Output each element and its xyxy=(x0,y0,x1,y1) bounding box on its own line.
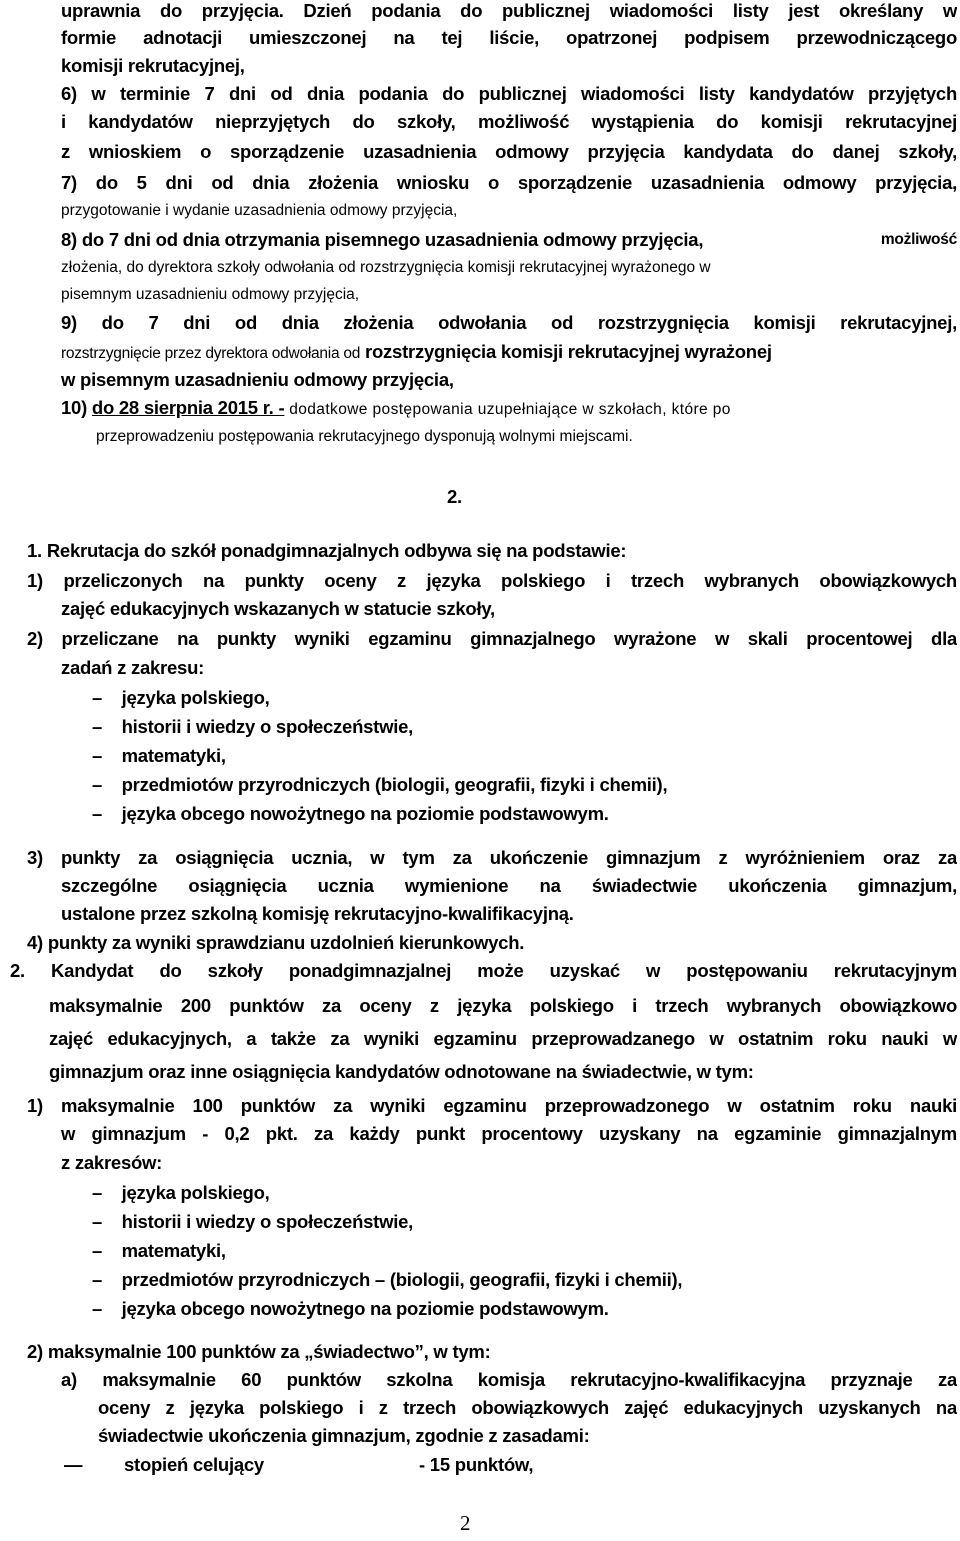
paragraph-1-item-3-cont: ustalone przez szkolną komisję rekrutacyjno-kwalifikacyjną. xyxy=(61,903,574,924)
paragraph-1-item-2: 2) przeliczane na punkty wyniki egzaminu gimnazjalnego wyrażone w skali procentowej dla xyxy=(27,628,957,649)
grade-dash: — xyxy=(64,1454,83,1475)
paragraph-2-item-1-cont: w gimnazjum - 0,2 pkt. za każdy punkt procentowy uzyskany na egzaminie gimnazjalnym xyxy=(61,1123,957,1144)
list-item-8-normal: możliwość xyxy=(880,231,957,248)
list-item-10-number: 10) xyxy=(61,397,87,418)
paragraph-2-item-1-cont: z zakresów: xyxy=(61,1152,163,1173)
paragraph-1-item-4: 4) punkty za wyniki sprawdzianu uzdolnień kierunkowych. xyxy=(27,932,525,953)
paragraph-1-heading: 1. Rekrutacja do szkół ponadgimnazjalnych odbywa się na podstawie: xyxy=(27,540,627,561)
list-item-8 xyxy=(61,226,957,253)
paragraph-1-item-3-cont: szczególne osiągnięcia ucznia wymienione na świadectwie ukończenia gimnazjum, xyxy=(61,875,957,896)
list-item-9-cont xyxy=(61,338,957,367)
grade-points: - 15 punktów, xyxy=(419,1454,534,1475)
paragraph-2-item-2a-cont: świadectwie ukończenia gimnazjum, zgodnie z zasadami: xyxy=(98,1425,590,1446)
list-item-6-cont: i kandydatów nieprzyjętych do szkoły, możliwość wystąpienia do komisji rekrutacyjnej xyxy=(61,111,957,132)
list-item: – przedmiotów przyrodniczych (biologii, geografii, fizyki i chemii), xyxy=(92,774,668,795)
paragraph-2-item-1: 1) maksymalnie 100 punktów za wyniki egzaminu przeprowadzonego w ostatnim roku nauki xyxy=(27,1095,957,1116)
page-number: 2 xyxy=(460,1511,471,1535)
list-item-6: 6) w terminie 7 dni od dnia podania do publicznej wiadomości listy kandydatów przyjętych xyxy=(61,83,957,104)
paragraph-2-line: gimnazjum oraz inne osiągnięcia kandydatów odnotowane na świadectwie, w tym: xyxy=(49,1061,754,1082)
list-item-10-cont: przeprowadzeniu postępowania rekrutacyjnego dysponują wolnymi miejscami. xyxy=(96,428,633,445)
list-item: – języka obcego nowożytnego na poziomie podstawowym. xyxy=(92,1298,609,1319)
paragraph-1-item-2-cont: zadań z zakresu: xyxy=(61,657,205,678)
paragraph-2-line: maksymalnie 200 punktów za oceny z języka polskiego i trzech wybranych obowiązkowo xyxy=(49,995,957,1016)
list-item: – języka obcego nowożytnego na poziomie podstawowym. xyxy=(92,803,609,824)
grade-name: stopień celujący xyxy=(124,1454,264,1475)
paragraph-1-item-1-cont: zajęć edukacyjnych wskazanych w statucie szkoły, xyxy=(61,598,495,619)
paragraph-1-item-3: 3) punkty za osiągnięcia ucznia, w tym za ukończenie gimnazjum z wyróżnieniem oraz za xyxy=(27,847,957,868)
list-item-9-bold: rozstrzygnięcia komisji rekrutacyjnej wyrażonej xyxy=(365,341,772,362)
list-item-8-cont: złożenia, do dyrektora szkoły odwołania od rozstrzygnięcia komisji rekrutacyjnej wyrażonego w xyxy=(61,259,711,276)
list-item-10-text: dodatkowe postępowania uzupełniające w szkołach, które po xyxy=(289,401,731,418)
list-item: – historii i wiedzy o społeczeństwie, xyxy=(92,1211,414,1232)
list-item: – języka polskiego, xyxy=(92,1182,270,1203)
paragraph-1-item-1: 1) przeliczonych na punkty oceny z języka polskiego i trzech wybranych obowiązkowych xyxy=(27,570,957,591)
paragraph-line: uprawnia do przyjęcia. Dzień podania do publicznej wiadomości listy jest określany w xyxy=(61,0,957,21)
paragraph-2-item-2a-cont: oceny z języka polskiego i z trzech obowiązkowych zajęć edukacyjnych uzyskanych na xyxy=(98,1397,957,1418)
list-item-10 xyxy=(61,394,957,423)
list-item-7: 7) do 5 dni od dnia złożenia wniosku o sporządzenie uzasadnienia odmowy przyjęcia, xyxy=(61,172,957,193)
paragraph-line: formie adnotacji umieszczonej na tej liście, opatrzonej podpisem przewodniczącego xyxy=(61,27,957,48)
section-number: 2. xyxy=(447,486,462,507)
list-item-7-cont: przygotowanie i wydanie uzasadnienia odmowy przyjęcia, xyxy=(61,202,458,219)
list-item: – matematyki, xyxy=(92,1240,226,1261)
list-item: – przedmiotów przyrodniczych – (biologii, geografii, fizyki i chemii), xyxy=(92,1269,683,1290)
paragraph-2-item-2: 2) maksymalnie 100 punktów za „świadectwo”, w tym: xyxy=(27,1341,491,1362)
list-item-10-date: do 28 sierpnia 2015 r. - xyxy=(91,397,285,418)
list-item-9-cont: w pisemnym uzasadnieniu odmowy przyjęcia, xyxy=(61,369,454,390)
list-item-8-bold: 8) do 7 dni od dnia otrzymania pisemnego uzasadnienia odmowy przyjęcia, xyxy=(61,229,704,250)
list-item: – języka polskiego, xyxy=(92,687,270,708)
list-item-8-cont: pisemnym uzasadnieniu odmowy przyjęcia, xyxy=(61,286,360,303)
paragraph-line: komisji rekrutacyjnej, xyxy=(61,55,245,76)
paragraph-2-item-2a: a) maksymalnie 60 punktów szkolna komisja rekrutacyjno-kwalifikacyjna przyznaje za xyxy=(61,1369,957,1390)
list-item-6-cont: z wnioskiem o sporządzenie uzasadnienia odmowy przyjęcia kandydata do danej szkoły, xyxy=(61,141,957,162)
list-item: – historii i wiedzy o społeczeństwie, xyxy=(92,716,414,737)
list-item-9-normal: rozstrzygnięcie przez dyrektora odwołania od xyxy=(61,345,361,362)
paragraph-2-line: zajęć edukacyjnych, a także za wyniki egzaminu przeprowadzanego w ostatnim roku nauki w xyxy=(49,1028,957,1049)
paragraph-2-heading: 2. Kandydat do szkoły ponadgimnazjalnej może uzyskać w postępowaniu rekrutacyjnym xyxy=(10,960,957,981)
list-item: – matematyki, xyxy=(92,745,226,766)
list-item-9: 9) do 7 dni od dnia złożenia odwołania od rozstrzygnięcia komisji rekrutacyjnej, xyxy=(61,312,957,333)
